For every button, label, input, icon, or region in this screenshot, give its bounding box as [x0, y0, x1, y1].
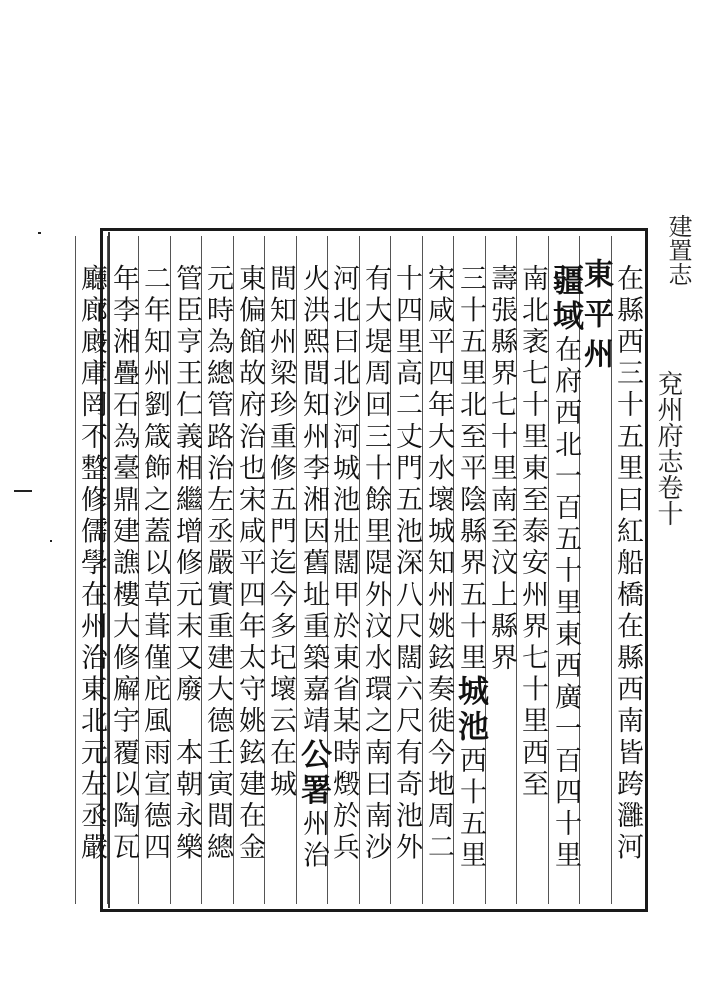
text-column-18	[77, 264, 106, 864]
text-segment: 三十五里北至平陰縣界五十里	[455, 264, 486, 675]
text-segment: 廳廊廄庫罔不整修儒學在州治東北元左丞嚴	[76, 264, 107, 865]
text-segment: 壽張縣界七十里南至汶上縣界	[486, 264, 517, 675]
text-column-6	[452, 264, 488, 873]
text-segment: 火洪熙間知州李湘因舊址重築嘉靖	[298, 264, 329, 738]
text-segment: 州治	[298, 809, 329, 873]
text-segment: 在府西北一百五十里東西廣一百四十里	[550, 335, 581, 873]
text-column-9	[361, 264, 390, 864]
column-rule	[548, 236, 549, 904]
text-column-16	[140, 264, 169, 864]
text-column-4	[518, 264, 547, 801]
subheading: 疆域	[547, 264, 583, 336]
text-column-8	[392, 264, 421, 864]
scan-mark	[50, 540, 52, 542]
text-column-10	[329, 264, 358, 864]
text-column-13	[235, 264, 264, 864]
text-segment: 在城	[265, 738, 296, 802]
header-label: 建置志	[664, 214, 692, 286]
margin-title: 兗州府志卷十	[653, 370, 683, 526]
text-segment: 東平州	[578, 258, 613, 378]
text-segment: 宋咸平四年大水壞城知州姚鉉奏徙今地周二	[423, 264, 454, 865]
text-segment: 在縣西三十五里曰紅船橋在縣西南皆跨灉河	[612, 264, 643, 865]
text-segment: 二年知州劉箴飾之蓋以草葺僅庇風雨宣德四	[139, 264, 170, 865]
text-segment: 南北袤七十里東至泰安州界七十里西至	[517, 264, 548, 802]
section-heading	[578, 258, 613, 378]
text-column-14	[203, 264, 232, 864]
text-column-12	[266, 264, 295, 801]
text-segment: 有大堤周回三十餘里隄外汶水環之南曰南沙	[360, 264, 391, 865]
text-column-15	[172, 264, 201, 864]
scan-mark	[38, 232, 41, 234]
text-segment: 西十五里	[455, 746, 486, 873]
text-segment: 河北曰北沙河城池壯闊甲於東省某時燬於兵	[328, 264, 359, 865]
text-segment: 年李湘疊石為臺鼎建譙樓大修廨宇覆以陶瓦	[108, 264, 139, 865]
text-column-5	[487, 264, 516, 675]
text-segment: 東偏館故府治也宋咸平四年太守姚鉉建在金	[234, 264, 265, 865]
subheading: 城池	[452, 674, 488, 747]
text-segment: 間知州梁珍重修五門迄今多圮壞云	[265, 264, 296, 738]
text-column-11	[295, 264, 331, 873]
text-column-17	[109, 264, 138, 864]
scan-mark	[14, 490, 32, 492]
subheading: 公署	[295, 738, 331, 810]
text-column-3	[547, 264, 583, 873]
text-column-1	[613, 264, 642, 864]
text-segment: 元時為總管路治左丞嚴實重建大德壬寅間總	[202, 264, 233, 865]
text-segment: 管臣亨王仁義相繼增修元末又廢 本朝永樂	[171, 264, 202, 865]
text-column-7	[424, 264, 453, 864]
text-segment: 十四里高二丈門五池深八尺闊六尺有奇池外	[391, 264, 422, 865]
